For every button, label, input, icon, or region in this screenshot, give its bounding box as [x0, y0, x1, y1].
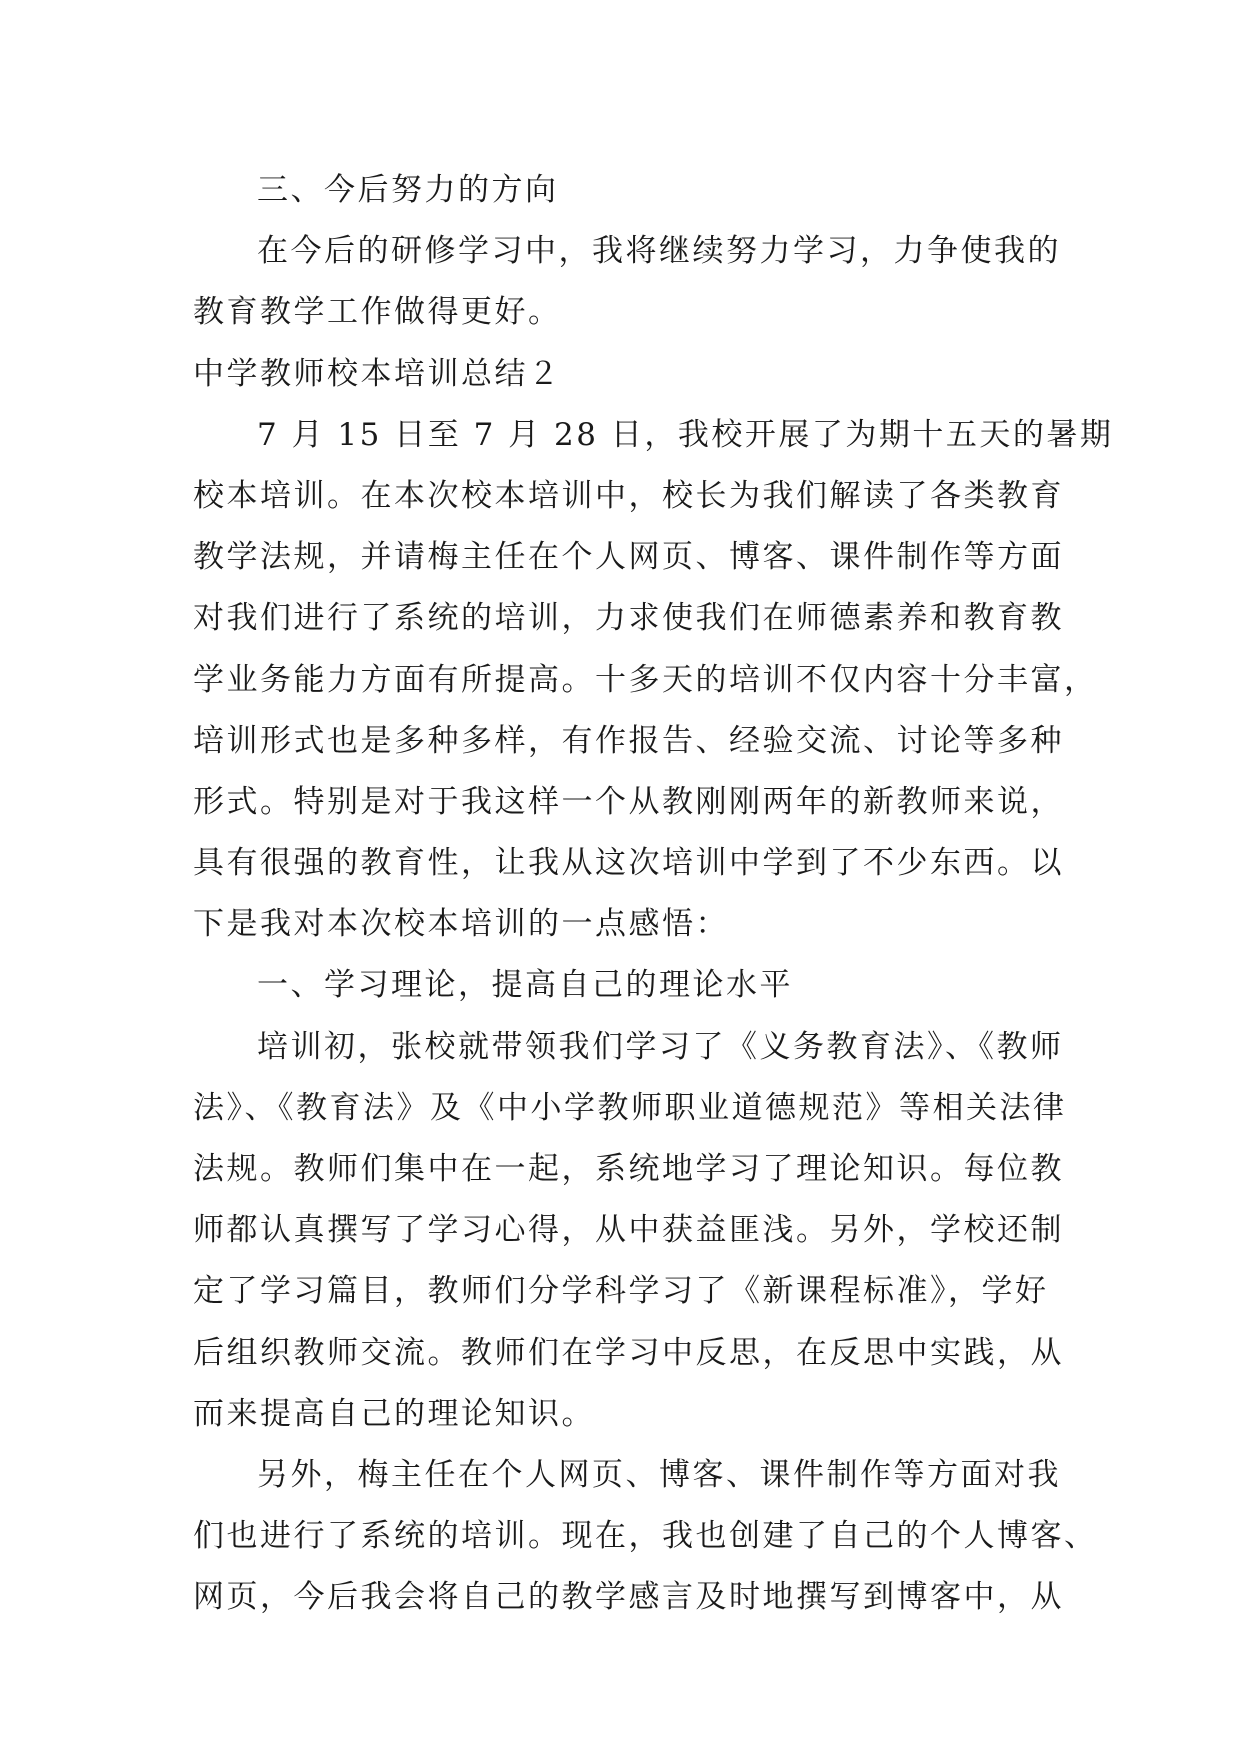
document-body	[193, 160, 1114, 1629]
paragraph-line: 对我们进行了系统的培训，力求使我们在师德素养和教育教	[193, 600, 1064, 637]
section-heading: 一、学习理论，提高自己的理论水平	[257, 967, 793, 1004]
paragraph-line: 教育教学工作做得更好。	[193, 294, 562, 331]
paragraph-line: 法规。教师们集中在一起，系统地学习了理论知识。每位教	[193, 1151, 1064, 1187]
article-title: 中学教师校本培训总结２	[193, 355, 562, 392]
paragraph-line: 定了学习篇目，教师们分学科学习了《新课程标准》，学好	[193, 1273, 1049, 1310]
paragraph-line: 后组织教师交流。教师们在学习中反思，在反思中实践，从	[193, 1334, 1064, 1371]
section-heading: 三、今后努力的方向	[257, 172, 559, 208]
paragraph-line: 校本培训。在本次校本培训中，校长为我们解读了各类教育	[193, 477, 1064, 514]
paragraph-line: 在今后的研修学习中，我将继续努力学习，力争使我的	[257, 233, 1061, 270]
paragraph-line: 师都认真撰写了学习心得，从中获益匪浅。另外，学校还制	[193, 1212, 1064, 1249]
paragraph-line: 另外，梅主任在个人网页、博客、课件制作等方面对我	[257, 1456, 1061, 1493]
paragraph-line: 形式。特别是对于我这样一个从教刚刚两年的新教师来说，	[193, 783, 1064, 820]
paragraph-line: 教学法规，并请梅主任在个人网页、博客、课件制作等方面	[193, 539, 1064, 576]
paragraph-line: 具有很强的教育性，让我从这次培训中学到了不少东西。以	[193, 845, 1064, 882]
paragraph-line: 网页，今后我会将自己的教学感言及时地撰写到博客中，从	[193, 1579, 1064, 1616]
paragraph-line: 法》、《教育法》及《中小学教师职业道德规范》等相关法律	[193, 1089, 1067, 1126]
paragraph-line: 学业务能力方面有所提高。十多天的培训不仅内容十分丰富，	[193, 661, 1098, 698]
paragraph-line: 7 月 15 日至 7 月 28 日，我校开展了为期十五天的暑期	[257, 416, 1114, 453]
paragraph-line: 下是我对本次校本培训的一点感悟：	[193, 906, 729, 943]
paragraph-line: 而来提高自己的理论知识。	[193, 1395, 595, 1432]
paragraph-line: 们也进行了系统的培训。现在，我也创建了自己的个人博客、	[193, 1518, 1098, 1555]
paragraph-line: 培训形式也是多种多样，有作报告、经验交流、讨论等多种	[193, 722, 1064, 759]
paragraph-line: 培训初，张校就带领我们学习了《义务教育法》、《教师	[257, 1028, 1064, 1065]
